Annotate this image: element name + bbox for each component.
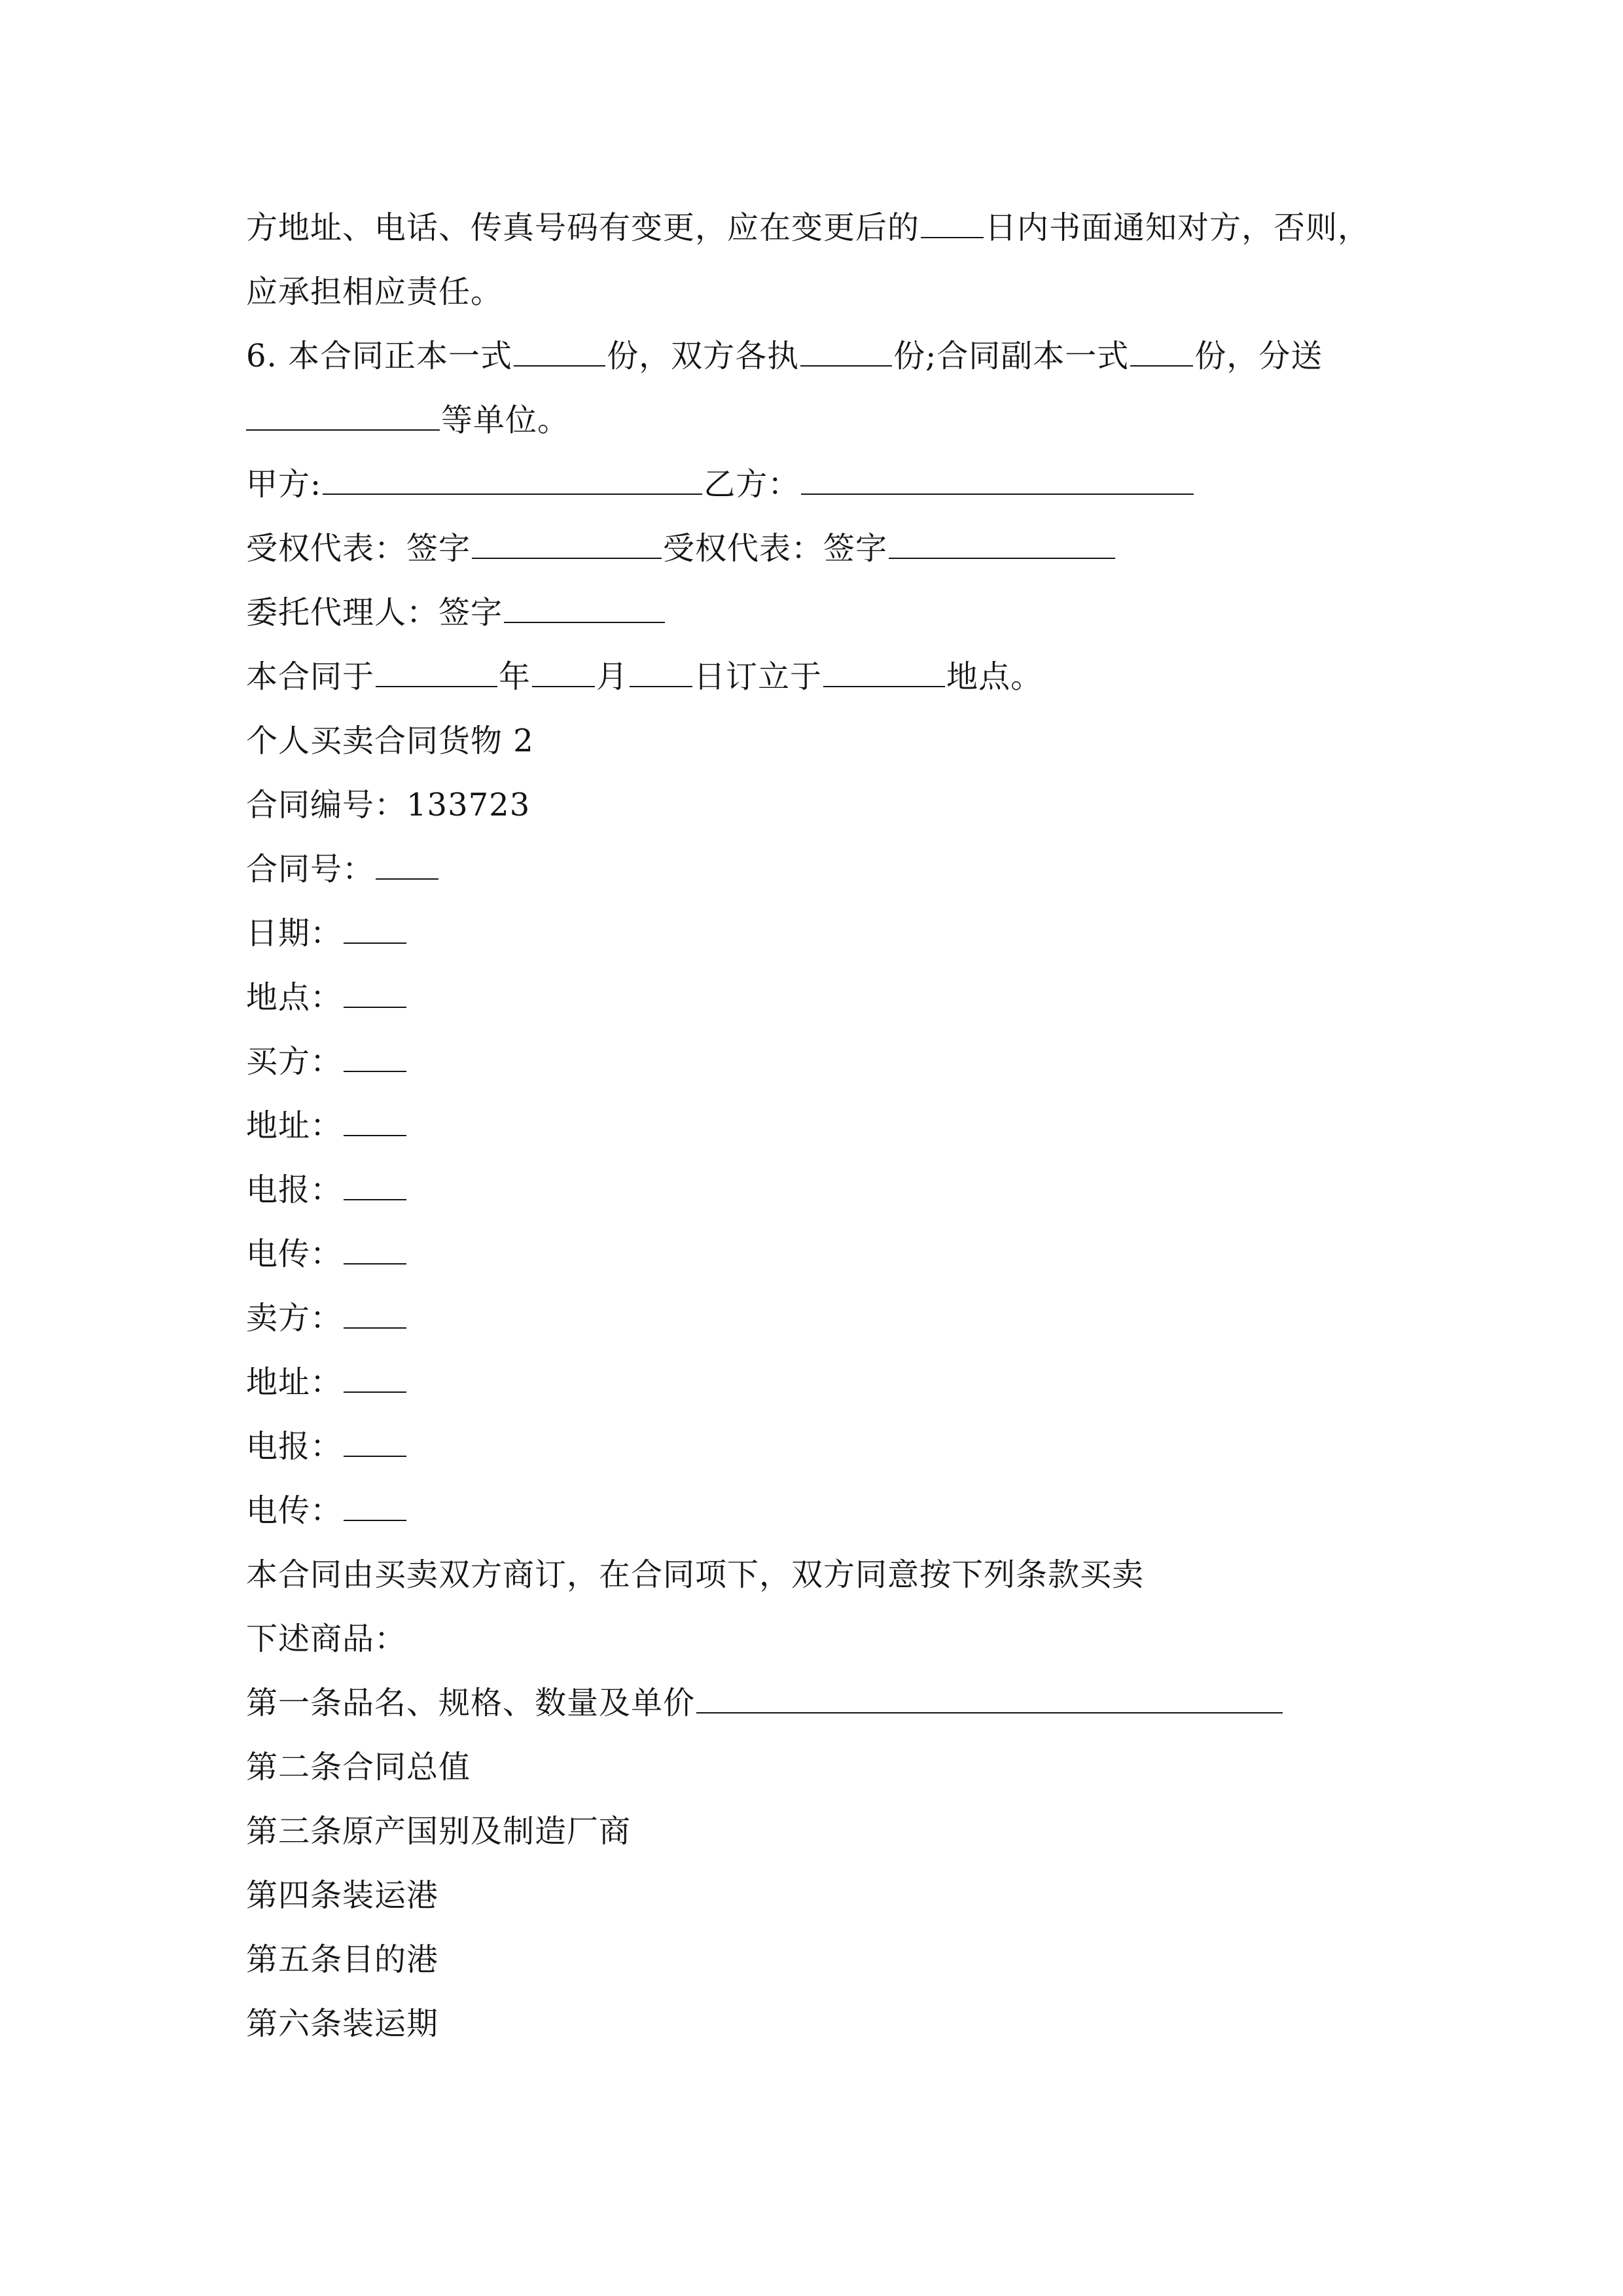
blank-line[interactable]: [323, 466, 702, 495]
blank-line[interactable]: [376, 658, 497, 687]
blank-line[interactable]: [344, 1428, 406, 1457]
blank-line[interactable]: [630, 658, 692, 687]
blank-line[interactable]: [344, 1107, 406, 1136]
clause-1: [246, 1683, 1284, 1723]
text-line-parties: [246, 465, 1195, 504]
text: 合同编号：133723: [246, 787, 531, 823]
blank-line[interactable]: [344, 1172, 406, 1200]
field-seller-telex: [246, 1491, 408, 1530]
blank-line[interactable]: [800, 338, 892, 367]
text: 本合同由买卖双方商订，在合同项下，双方同意按下列条款买卖: [246, 1556, 1145, 1593]
clause-5: [246, 1940, 438, 1979]
blank-line[interactable]: [376, 851, 438, 880]
text: 受权代表：签字: [663, 530, 888, 567]
field-buyer-telex: [246, 1234, 408, 1274]
blank-line[interactable]: [344, 1492, 406, 1521]
section-title: [246, 721, 534, 761]
text: 6. 本合同正本一式: [246, 338, 513, 374]
field-buyer: [246, 1042, 408, 1081]
blank-line[interactable]: [532, 658, 595, 687]
blank-line[interactable]: [344, 1364, 406, 1393]
text: 份，分送: [1194, 338, 1323, 374]
text: 个人买卖合同货物 2: [246, 723, 534, 759]
blank-line[interactable]: [344, 915, 406, 944]
label: 合同号：: [246, 851, 375, 888]
label: 地点：: [246, 979, 343, 1016]
label: 地址：: [246, 1107, 343, 1144]
label: 卖方：: [246, 1300, 343, 1336]
field-buyer-telegram: [246, 1170, 408, 1210]
blank-line[interactable]: [801, 466, 1194, 495]
clause-6: [246, 2004, 438, 2043]
text: 第一条品名、规格、数量及单价: [246, 1685, 696, 1721]
label: 地址：: [246, 1364, 343, 1401]
blank-line[interactable]: [504, 594, 665, 623]
text-line-representatives: [246, 529, 1116, 568]
text-line-responsibility: [246, 272, 503, 312]
text: 等单位。: [441, 402, 570, 439]
text: 受权代表：签字: [246, 530, 471, 567]
text-line-agreement: [246, 1555, 1144, 1594]
blank-line[interactable]: [344, 1236, 406, 1265]
text: 甲方:: [246, 466, 322, 503]
clause-2: [246, 1748, 471, 1787]
field-contract-no: [246, 850, 440, 889]
field-seller-telegram: [246, 1427, 408, 1466]
blank-line[interactable]: [246, 402, 440, 431]
field-buyer-address: [246, 1106, 408, 1145]
contract-number: [246, 785, 530, 825]
text: 第六条装运期: [246, 2005, 439, 2042]
text: 地点。: [946, 658, 1043, 695]
text-line-signing-date: [246, 657, 1043, 696]
text: 委托代理人：签字: [246, 594, 503, 631]
text-line-copies: [246, 336, 1323, 376]
text-line-units: [246, 401, 569, 440]
field-date: [246, 914, 408, 953]
text-line-notice: [246, 208, 1370, 247]
text: 月: [596, 658, 629, 695]
text: 第三条原产国别及制造厂商: [246, 1813, 632, 1850]
field-place: [246, 978, 408, 1017]
blank-line[interactable]: [344, 1043, 406, 1072]
blank-line[interactable]: [921, 209, 984, 238]
text-line-goods: [246, 1619, 406, 1659]
text: 方地址、电话、传真号码有变更，应在变更后的: [246, 209, 920, 246]
text: 第二条合同总值: [246, 1749, 471, 1785]
blank-line[interactable]: [514, 338, 605, 367]
label: 买方：: [246, 1043, 343, 1080]
clause-3: [246, 1812, 631, 1851]
label: 电报：: [246, 1428, 343, 1465]
label: 电传：: [246, 1492, 343, 1529]
blank-line[interactable]: [823, 658, 945, 687]
clause-4: [246, 1876, 438, 1915]
text: 份，双方各执: [607, 338, 800, 374]
text: 份;合同副本一式: [893, 338, 1130, 374]
blank-line[interactable]: [696, 1685, 1283, 1713]
text: 本合同于: [246, 658, 375, 695]
blank-line[interactable]: [1130, 338, 1193, 367]
text: 第四条装运港: [246, 1877, 439, 1914]
text: 日订立于: [694, 658, 823, 695]
blank-line[interactable]: [889, 530, 1115, 559]
label: 电传：: [246, 1236, 343, 1272]
text: 年: [499, 658, 531, 695]
label: 电报：: [246, 1172, 343, 1208]
text-line-agent: [246, 593, 666, 632]
field-seller: [246, 1299, 408, 1338]
text: 应承担相应责任。: [246, 274, 503, 310]
text: 乙方：: [704, 466, 800, 503]
text: 第五条目的港: [246, 1941, 439, 1978]
blank-line[interactable]: [472, 530, 662, 559]
blank-line[interactable]: [344, 1300, 406, 1329]
text: 下述商品：: [246, 1621, 407, 1657]
blank-line[interactable]: [344, 979, 406, 1008]
text: 日内书面通知对方，否则，: [985, 209, 1370, 246]
label: 日期：: [246, 915, 343, 952]
field-seller-address: [246, 1363, 408, 1402]
